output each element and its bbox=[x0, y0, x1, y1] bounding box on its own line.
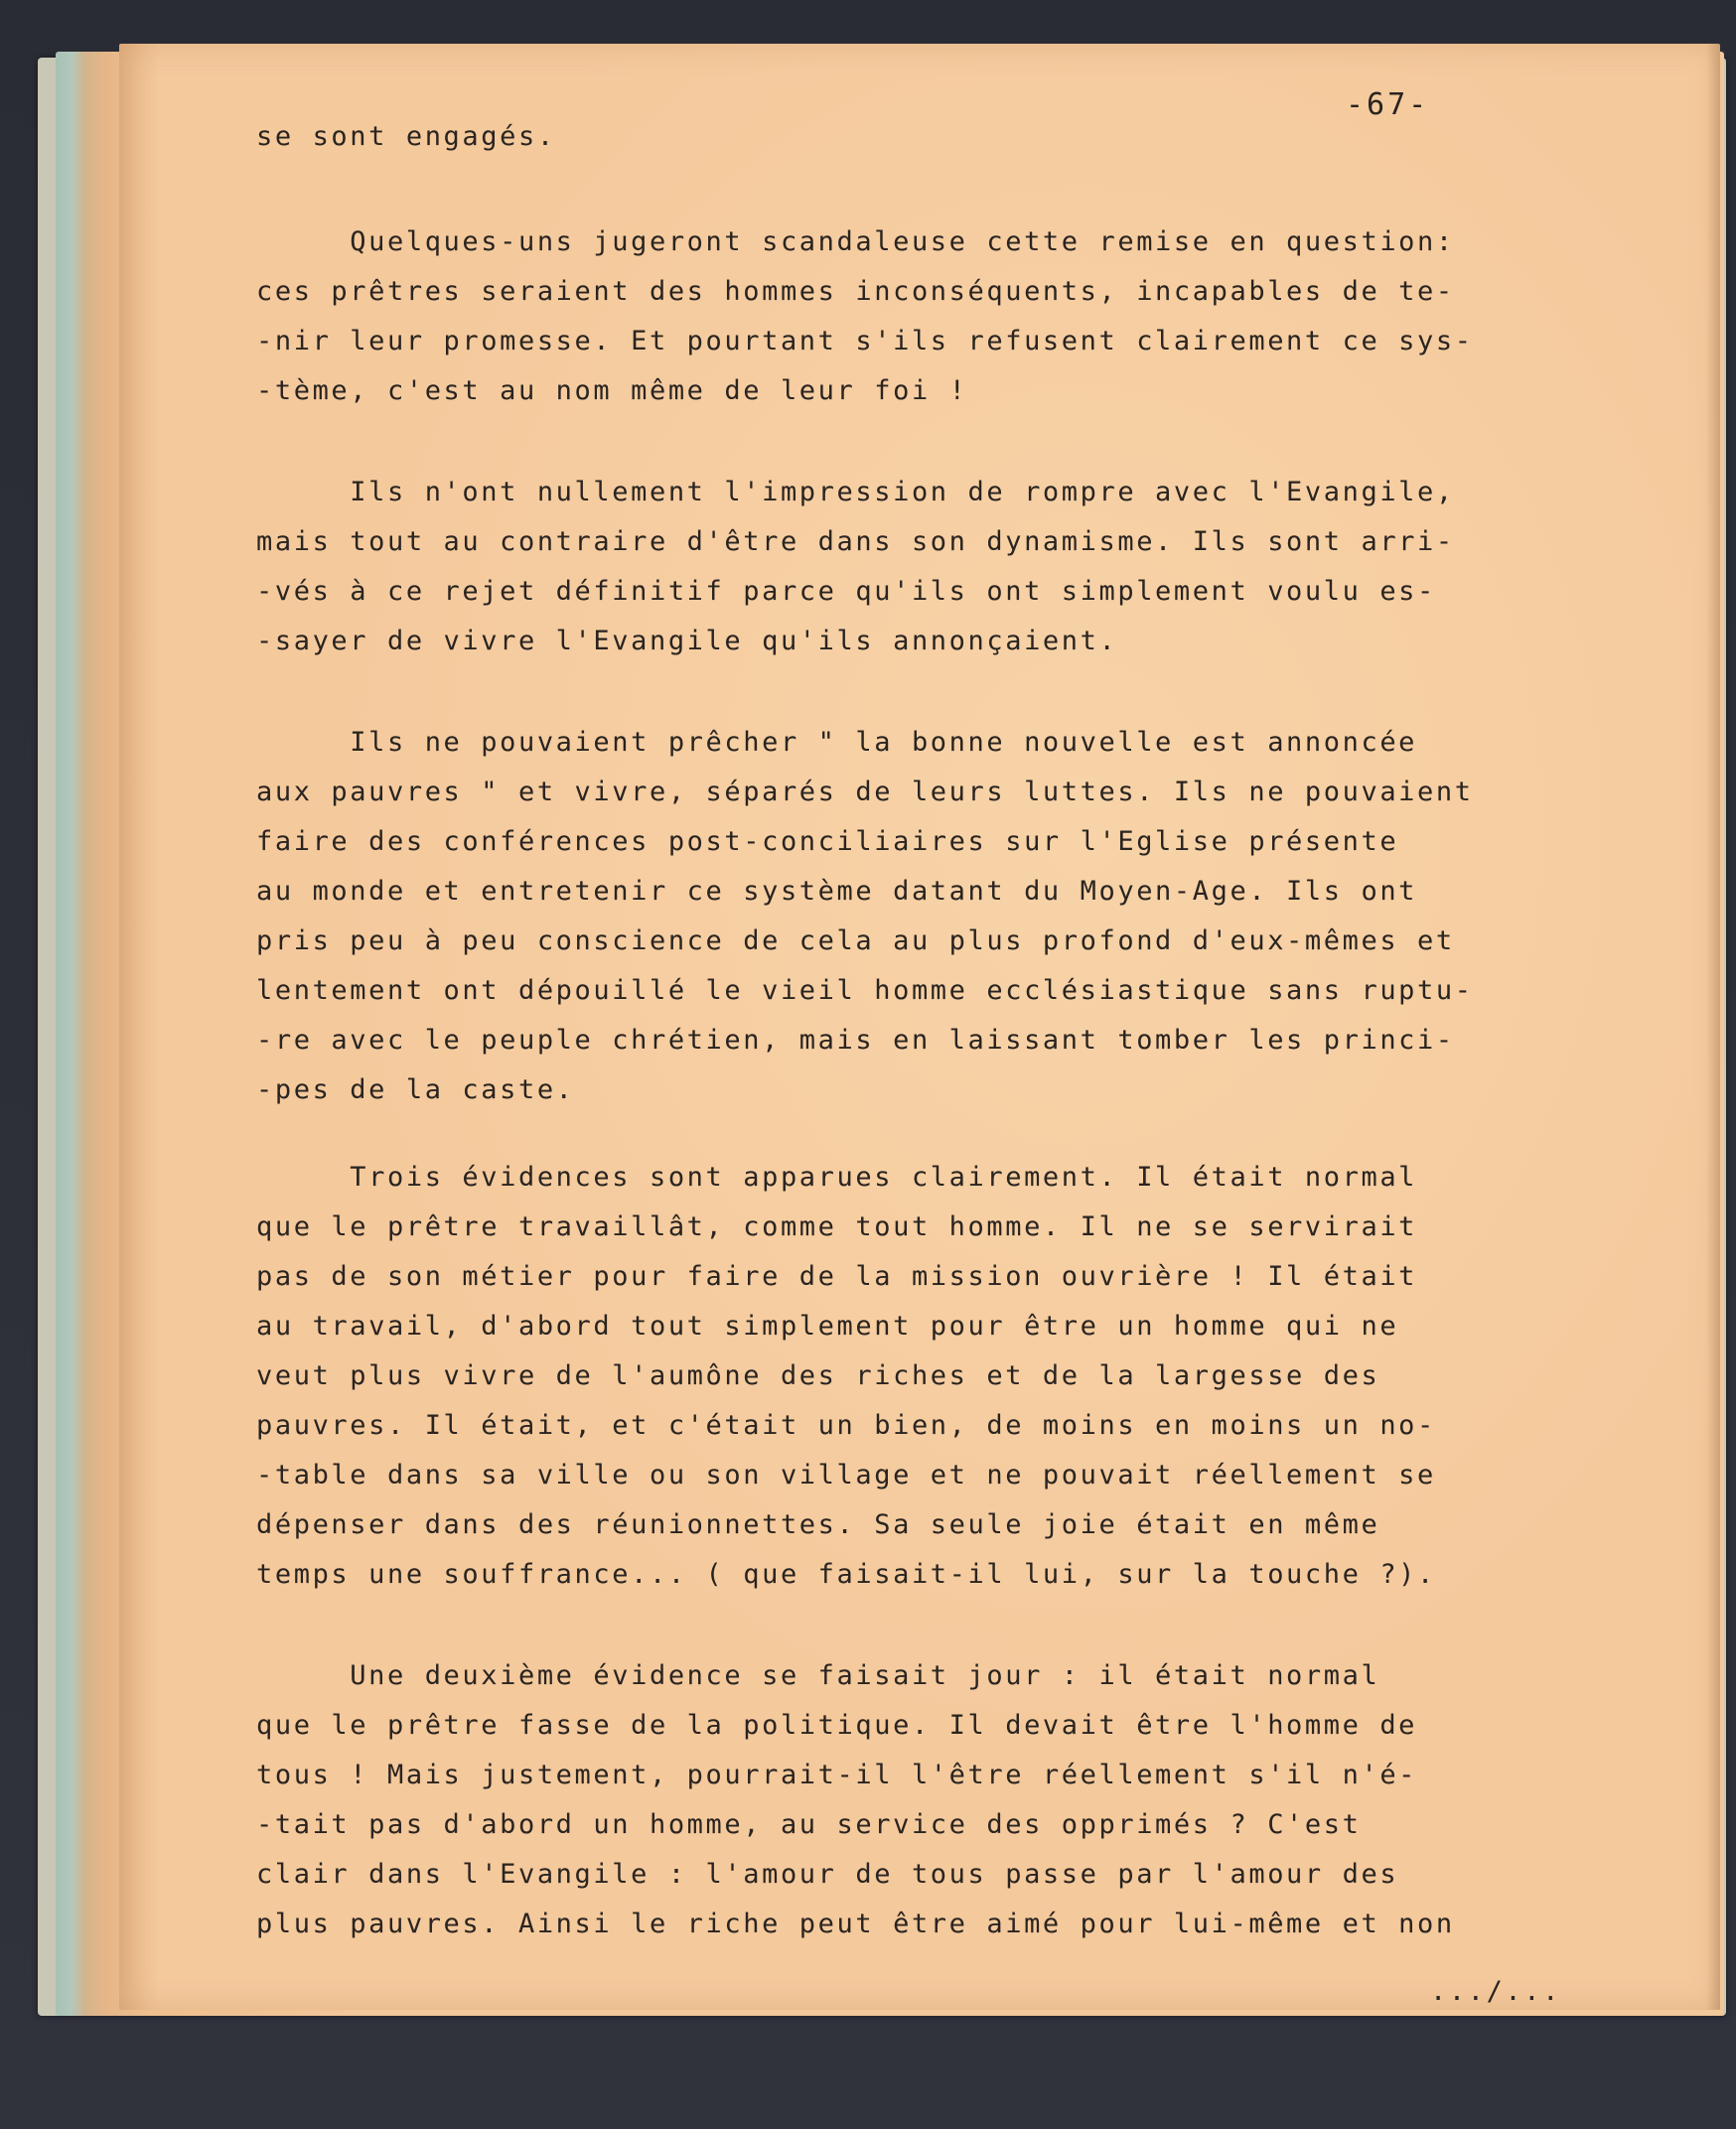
text-line: Ils ne pouvaient prêcher " la bonne nouvelle est annoncée bbox=[256, 727, 1418, 758]
text-line: mais tout au contraire d'être dans son dynamisme. Ils sont arri- bbox=[256, 526, 1455, 557]
text-line: veut plus vivre de l'aumône des riches et de la largesse des bbox=[256, 1360, 1380, 1391]
text-line: se sont engagés. bbox=[256, 121, 556, 152]
text-line: Trois évidences sont apparues clairement. Il était normal bbox=[256, 1162, 1418, 1193]
page-shadow-edge bbox=[1706, 44, 1720, 2010]
text-line: -pes de la caste. bbox=[256, 1074, 575, 1105]
text-line: pris peu à peu conscience de cela au plus profond d'eux-mêmes et bbox=[256, 925, 1455, 956]
text-line: que le prêtre travaillât, comme tout homme. Il ne se servirait bbox=[256, 1211, 1418, 1242]
text-line: -table dans sa ville ou son village et ne pouvait réellement se bbox=[256, 1460, 1436, 1490]
text-line: que le prêtre fasse de la politique. Il devait être l'homme de bbox=[256, 1710, 1418, 1741]
text-line: Ils n'ont nullement l'impression de rompre avec l'Evangile, bbox=[256, 477, 1455, 507]
text-line: au monde et entretenir ce système datant du Moyen-Age. Ils ont bbox=[256, 876, 1418, 907]
text-line: tous ! Mais justement, pourrait-il l'être réellement s'il n'é- bbox=[256, 1760, 1418, 1790]
text-line: -nir leur promesse. Et pourtant s'ils refusent clairement ce sys- bbox=[256, 326, 1474, 356]
page-number: -67- bbox=[1346, 87, 1430, 122]
text-line: -tait pas d'abord un homme, au service des opprimés ? C'est bbox=[256, 1809, 1362, 1840]
text-line: au travail, d'abord tout simplement pour être un homme qui ne bbox=[256, 1311, 1399, 1342]
text-line: clair dans l'Evangile : l'amour de tous passe par l'amour des bbox=[256, 1859, 1399, 1890]
text-line: temps une souffrance... ( que faisait-il lui, sur la touche ?). bbox=[256, 1559, 1436, 1590]
text-line: ces prêtres seraient des hommes inconséquents, incapables de te- bbox=[256, 276, 1455, 307]
text-line: -vés à ce rejet définitif parce qu'ils ont simplement voulu es- bbox=[256, 576, 1436, 607]
text-line: aux pauvres " et vivre, séparés de leurs luttes. Ils ne pouvaient bbox=[256, 777, 1474, 807]
text-line: Quelques-uns jugeront scandaleuse cette remise en question: bbox=[256, 226, 1455, 257]
text-line: Une deuxième évidence se faisait jour : il était normal bbox=[256, 1660, 1380, 1691]
text-line: dépenser dans des réunionnettes. Sa seule joie était en même bbox=[256, 1509, 1380, 1540]
text-line: lentement ont dépouillé le vieil homme ecclésiastique sans ruptu- bbox=[256, 975, 1474, 1006]
continuation-mark: .../... bbox=[1430, 1976, 1561, 2007]
text-line: -re avec le peuple chrétien, mais en laissant tomber les princi- bbox=[256, 1025, 1455, 1056]
text-line: pas de son métier pour faire de la mission ouvrière ! Il était bbox=[256, 1261, 1418, 1292]
text-line: faire des conférences post-conciliaires sur l'Eglise présente bbox=[256, 826, 1399, 857]
text-line: pauvres. Il était, et c'était un bien, de moins en moins un no- bbox=[256, 1410, 1436, 1441]
text-line: -sayer de vivre l'Evangile qu'ils annonçaient. bbox=[256, 626, 1118, 656]
text-line: -tème, c'est au nom même de leur foi ! bbox=[256, 375, 968, 406]
text-line: plus pauvres. Ainsi le riche peut être aimé pour lui-même et non bbox=[256, 1909, 1455, 1939]
